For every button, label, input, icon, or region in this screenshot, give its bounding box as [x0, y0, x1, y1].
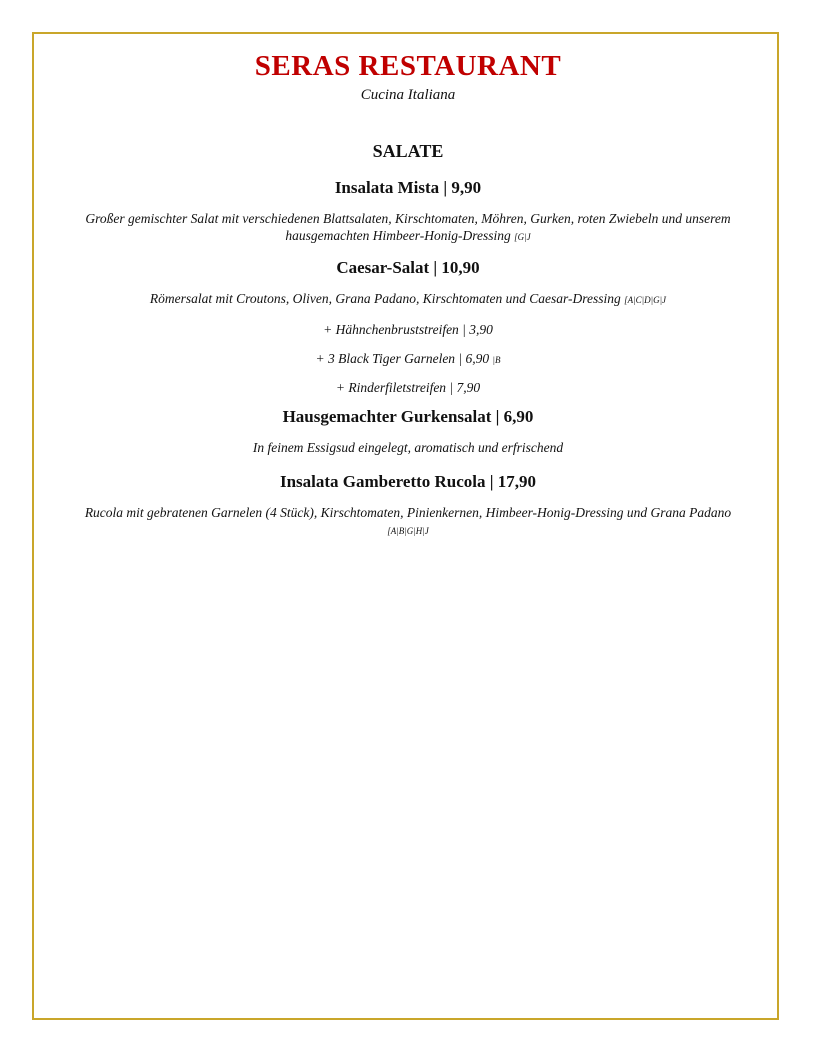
menu-extra [70, 380, 746, 396]
allergen-codes: [A|B|G|H|J [387, 526, 429, 536]
menu-content [70, 141, 746, 552]
menu-item-title: Caesar-Salat | 10,90 [336, 258, 480, 277]
menu-item [70, 178, 746, 246]
allergen-codes: [A|C|D|G|J [624, 295, 667, 305]
allergen-codes: [G|J [514, 232, 531, 242]
description-text: Römersalat mit Croutons, Oliven, Grana Padano, Kirschtomaten und Caesar-Dressing [149, 291, 621, 306]
menu-item [70, 258, 746, 396]
menu-item [70, 472, 746, 540]
menu-item-description [70, 439, 746, 456]
menu-item-description [70, 210, 746, 246]
menu-extra [70, 322, 746, 338]
allergen-codes: |B [492, 355, 501, 365]
menu-item-title: Insalata Mista | 9,90 [334, 178, 482, 197]
menu-item-description [70, 290, 746, 309]
restaurant-tagline: Cucina Italiana [360, 87, 456, 103]
description-text: Großer gemischter Salat mit verschiedenen Blattsalaten, Kirschtomaten, Möhren, Gurken, roten Zwiebeln und unserem hausgemachten Himbeer-Honig-Dressing [85, 211, 731, 243]
extra-text: + Rinderfiletstreifen | 7,90 [335, 380, 481, 395]
description-text: In feinem Essigsud eingelegt, aromatisch und erfrischend [252, 440, 564, 455]
extra-text: + 3 Black Tiger Garnelen | 6,90 [315, 351, 490, 366]
section-title: SALATE [372, 141, 444, 161]
restaurant-name: SERAS RESTAURANT [254, 50, 562, 82]
menu-item-description [70, 504, 746, 540]
menu-item-title: Insalata Gamberetto Rucola | 17,90 [279, 472, 537, 491]
description-text: Rucola mit gebratenen Garnelen (4 Stück), Kirschtomaten, Pinienkernen, Himbeer-Honig-Dressing und Grana Padano [84, 505, 732, 520]
extra-text: + Hähnchenbruststreifen | 3,90 [323, 322, 493, 337]
menu-item-title: Hausgemachter Gurkensalat | 6,90 [282, 407, 534, 426]
menu-extra [70, 351, 746, 367]
menu-item [70, 407, 746, 456]
